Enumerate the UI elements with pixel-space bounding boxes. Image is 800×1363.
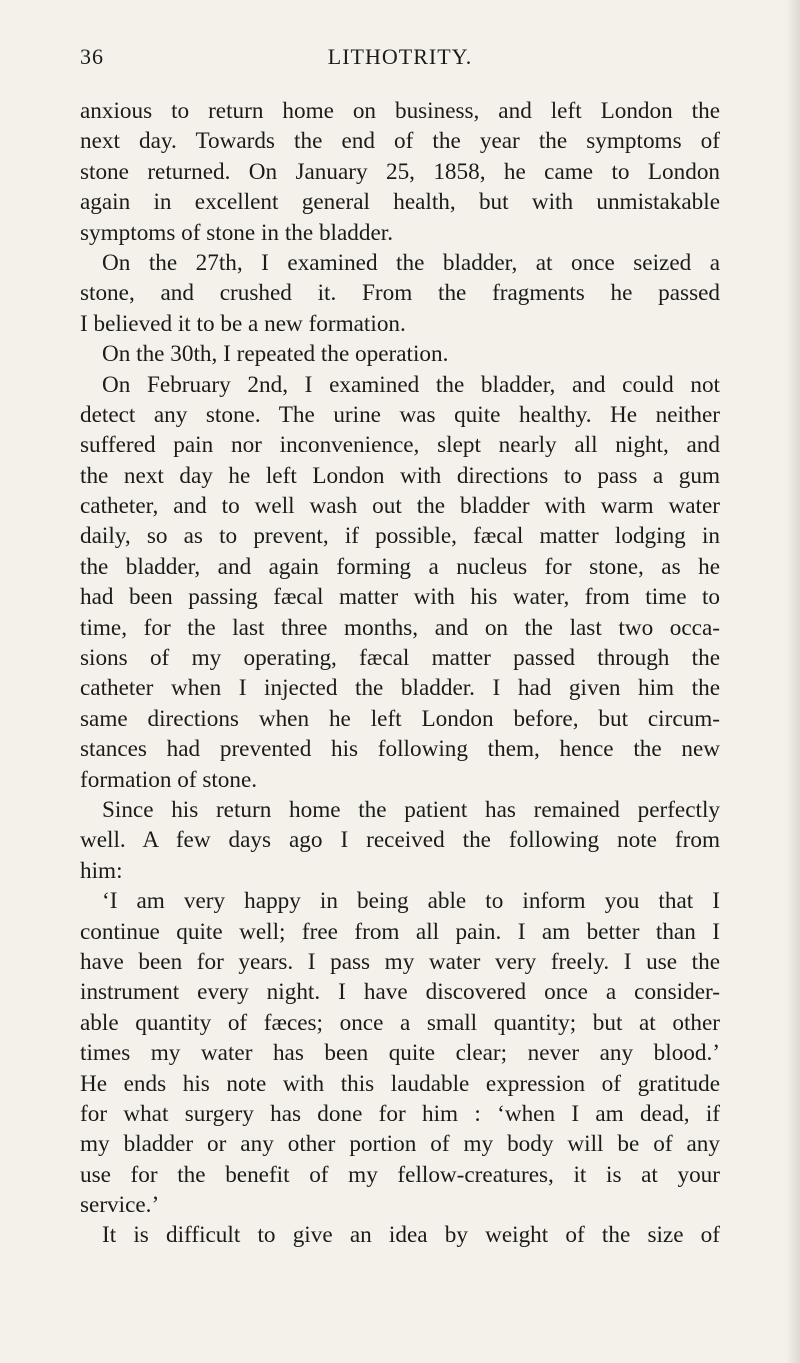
text-line: the next day he left London with directions to pass a gum	[80, 462, 720, 489]
text-line: the bladder, and again forming a nucleus for stone, as he	[80, 553, 720, 580]
body-text	[80, 96, 720, 1251]
text-line: my bladder or any other portion of my body will be of any	[80, 1131, 720, 1158]
page-edge-shadow	[786, 0, 800, 1363]
text-line: On February 2nd, I examined the bladder, and could not	[102, 371, 720, 398]
text-line: well. A few days ago I received the following note from	[80, 827, 720, 854]
text-line: catheter when I injected the bladder. I had given him the	[80, 675, 720, 702]
text-line: able quantity of fæces; once a small quantity; but at other	[80, 1009, 720, 1036]
text-line: stances had prevented his following them, hence the new	[80, 736, 720, 763]
text-line: times my water has been quite clear; never any blood.’	[80, 1040, 720, 1067]
text-line: same directions when he left London before, but circum-	[80, 705, 720, 732]
text-line: sions of my operating, fæcal matter passed through the	[80, 645, 720, 672]
text-line: catheter, and to well wash out the bladder with warm water	[80, 493, 720, 520]
text-line: anxious to return home on business, and left London the	[80, 98, 720, 124]
text-line: use for the benefit of my fellow-creatures, it is at your	[80, 1161, 720, 1188]
text-line: It is difficult to give an idea by weight of the size of	[102, 1222, 720, 1249]
text-line: ‘I am very happy in being able to inform you that I	[102, 888, 720, 915]
text-line: On the 27th, I examined the bladder, at once seized a	[102, 249, 720, 276]
text-line: again in excellent general health, but with unmistakable	[80, 189, 720, 216]
text-line: have been for years. I pass my water very freely. I use the	[80, 948, 720, 975]
text-line: continue quite well; free from all pain. I am better than I	[80, 918, 720, 945]
text-line: I believed it to be a new formation.	[80, 310, 406, 337]
text-line: him:	[80, 857, 123, 884]
text-line: stone returned. On January 25, 1858, he came to London	[80, 158, 720, 185]
running-title: LITHOTRITY.	[327, 44, 473, 69]
text-line: had been passing fæcal matter with his water, from time to	[80, 584, 720, 611]
text-line: On the 30th, I repeated the operation.	[102, 341, 449, 368]
text-line: service.’	[80, 1192, 160, 1219]
text-line: for what surgery has done for him : ‘when I am dead, if	[80, 1100, 720, 1127]
text-line: suffered pain nor inconvenience, slept nearly all night, and	[80, 432, 720, 459]
text-line: instrument every night. I have discovered once a consider-	[80, 979, 720, 1006]
text-line: symptoms of stone in the bladder.	[80, 219, 393, 246]
page-header	[80, 44, 720, 78]
page-number: 36	[80, 44, 104, 69]
text-line: detect any stone. The urine was quite healthy. He neither	[80, 401, 720, 428]
text-line: Since his return home the patient has remained perfectly	[102, 796, 720, 823]
text-line: daily, so as to prevent, if possible, fæcal matter lodging in	[80, 523, 720, 550]
text-line: next day. Towards the end of the year the symptoms of	[80, 128, 720, 155]
text-line: stone, and crushed it. From the fragments he passed	[80, 280, 720, 307]
text-line: time, for the last three months, and on the last two occa-	[80, 614, 720, 641]
text-line: He ends his note with this laudable expression of gratitude	[80, 1070, 720, 1097]
text-line: formation of stone.	[80, 766, 258, 793]
